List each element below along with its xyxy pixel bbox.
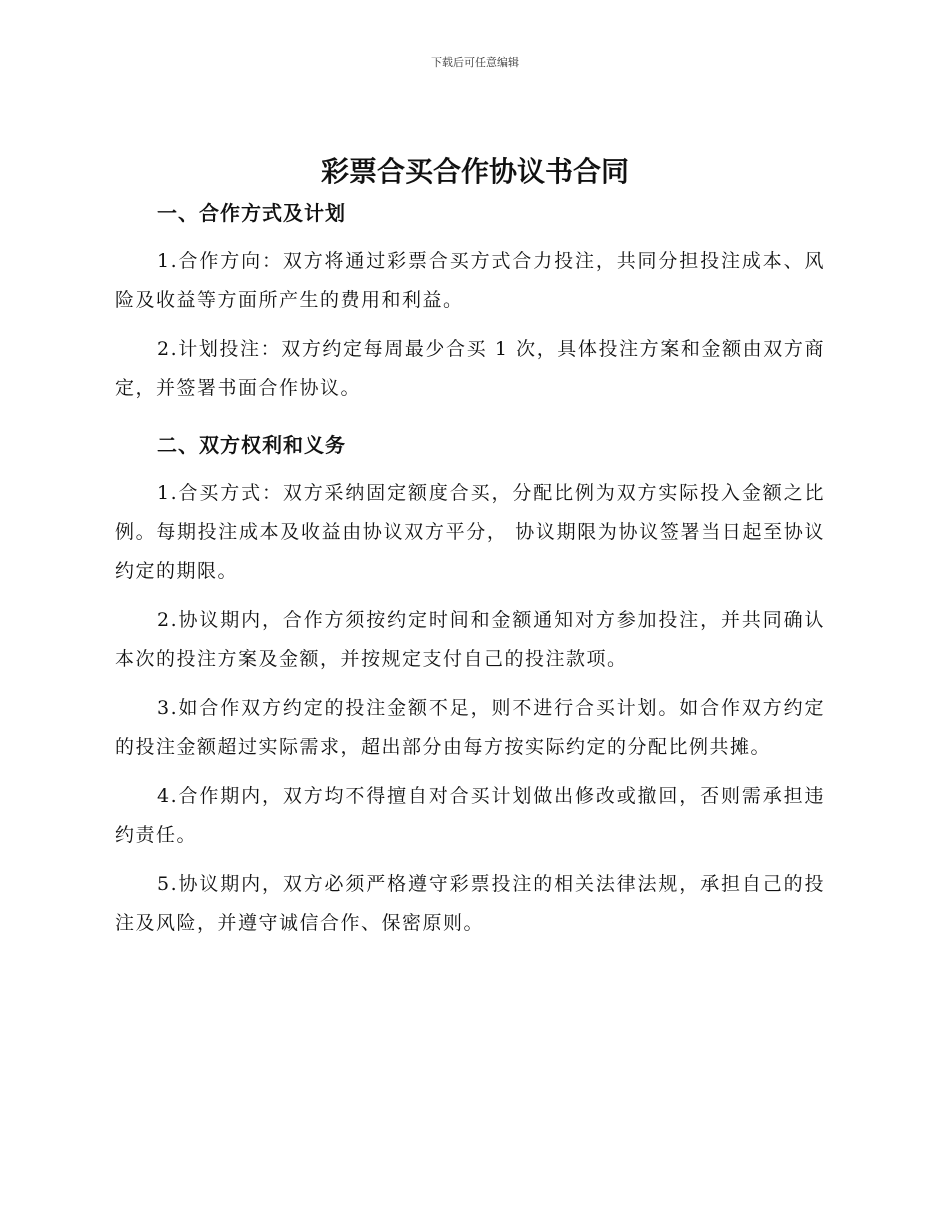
document-body xyxy=(115,194,825,953)
paragraph: 2.协议期内，合作方须按约定时间和金额通知对方参加投注，并共同确认本次的投注方案及金额，并按规定支付自己的投注款项。 xyxy=(115,609,825,670)
paragraph: 2.计划投注：双方约定每周最少合买 1 次，具体投注方案和金额由双方商定，并签署书面合作协议。 xyxy=(115,338,825,399)
paragraph: 4.合作期内，双方均不得擅自对合买计划做出修改或撤回，否则需承担违约责任。 xyxy=(115,785,825,846)
document-title: 彩票合买合作协议书合同 xyxy=(320,155,629,188)
paragraph: 5.协议期内，双方必须严格遵守彩票投注的相关法律法规，承担自己的投注及风险，并遵守诚信合作、保密原则。 xyxy=(115,873,825,934)
paragraph: 1.合作方向：双方将通过彩票合买方式合力投注，共同分担投注成本、风险及收益等方面所产生的费用和利益。 xyxy=(115,250,825,311)
section-heading: 一、合作方式及计划 xyxy=(157,201,346,225)
section-rights-obligations xyxy=(115,426,825,943)
paragraph: 3.如合作双方约定的投注金额不足，则不进行合买计划。如合作双方约定的投注金额超过实际需求，超出部分由每方按实际约定的分配比例共摊。 xyxy=(115,697,825,758)
section-cooperation-plan xyxy=(115,194,825,408)
paragraph: 1.合买方式：双方采纳固定额度合买，分配比例为双方实际投入金额之比例。每期投注成本及收益由协议双方平分， 协议期限为协议签署当日起至协议约定的期限。 xyxy=(115,482,825,582)
page-header-note: 下载后可任意编辑 xyxy=(431,56,519,69)
section-heading: 二、双方权利和义务 xyxy=(157,433,346,457)
